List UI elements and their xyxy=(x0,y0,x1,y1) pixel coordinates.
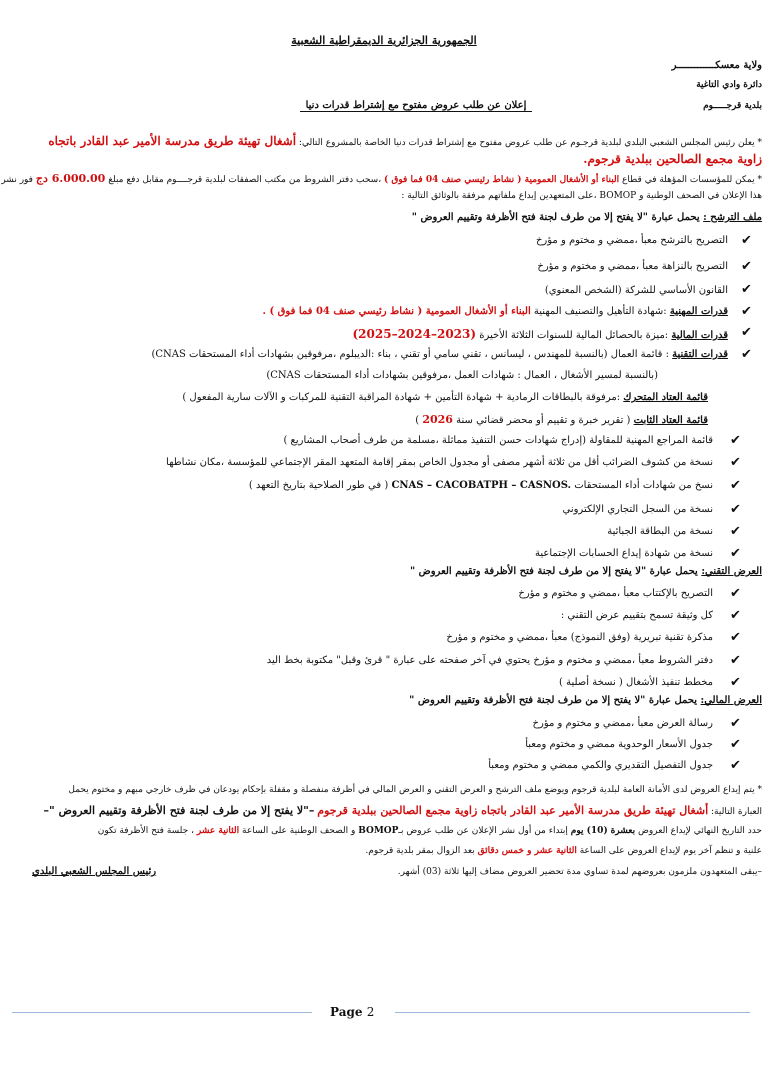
candidature-heading: ملف الترشح : يحمل عبارة "لا يفتح إلا من طرف لجنة فتح الأظرفة وتقييم العروض " xyxy=(411,212,762,223)
list-item: قائمة المراجع المهنية للمقاولة (إدراج شهادات حسن التنفيذ مماثلة ،مسلمة من طرف أصحاب المشاريع ) xyxy=(283,435,713,446)
wilaya-line: ولاية معسكـــــــــــــر xyxy=(671,60,762,71)
check-icon: ✔ xyxy=(730,716,741,731)
check-icon: ✔ xyxy=(730,675,741,690)
financial-capacity: قدرات المالية :ميزة بالحصائل المالية للسنوات الثلاثة الأخيرة (2023–2024–2025) xyxy=(352,327,728,341)
technical-capacity-line-2: (بالنسبة لمسير الأشغال ، العمال : شهادات العمل ،مرفوقين بشهادات أداء المستحقات CNAS) xyxy=(266,370,658,381)
check-icon: ✔ xyxy=(741,325,752,340)
intro-project-name-cont: زاوية مجمع الصالحين ببلدية قرجوم. xyxy=(583,152,762,166)
check-icon: ✔ xyxy=(730,546,741,561)
closing-paragraph-4: علنية و تنظم آخر يوم لإيداع العروض على الساعة الثانية عشر و خمس دقائق بعد الزوال بمقر بلدية قرجوم. xyxy=(365,846,762,856)
check-icon: ✔ xyxy=(730,653,741,668)
list-item: نسخة من البطاقة الجبائية xyxy=(607,526,713,537)
check-icon: ✔ xyxy=(741,347,752,362)
list-item: جدول التفصيل التقديري والكمي ممضي و مختوم ومعبأ xyxy=(488,760,713,771)
commune-line: بلدية قرجـــــوم xyxy=(703,101,762,111)
intro-paragraph-2: * يمكن للمؤسسات المؤهلة في قطاع البناء أو الأشغال العمومية ( نشاط رئيسي صنف 04 فما فوق ) ،سحب دفتر الشروط من مكتب الصفقات لبلدية قرجــــوم مقابل دفع مبلغ 6.000.00 دج فور نشر xyxy=(1,172,762,185)
list-item: جدول الأسعار الوحدوية ممضي و مختوم ومعبأ xyxy=(525,739,713,750)
mobile-equipment: قائمة العتاد المتحرك :مرفوقة بالبطاقات الرمادية + شهادة التأمين + شهادة المراقبة التقنية للمركبات و الآلات سارية المفعول ) xyxy=(182,392,708,403)
check-icon: ✔ xyxy=(741,233,752,248)
closing-paragraph-1: * يتم إيداع العروض لدى الأمانة العامة لبلدية قرجوم ويوضع ملف الترشح و العرض التقني و العرض المالي في أظرفة منفصلة و مقفلة بإحكام يودعان في ظرف خارجي مبهم و مختوم يحمل xyxy=(68,785,762,795)
list-item: دفتر الشروط معبأ ،ممضي و مختوم و مؤرخ يحتوي في آخر صفحته على عبارة " قرئ وقبل" مكتوبة بخط اليد xyxy=(266,655,713,666)
check-icon: ✔ xyxy=(730,586,741,601)
professional-capacity: قدرات المهنية :شهادة التأهيل والتصنيف المهنية البناء أو الأشغال العمومية ( نشاط رئيسي صنف 04 فما فوق ) . xyxy=(262,306,728,317)
footer-line-left xyxy=(12,1012,312,1013)
check-icon: ✔ xyxy=(730,630,741,645)
page-number: Page 2 xyxy=(330,1005,375,1019)
check-icon: ✔ xyxy=(730,524,741,539)
social-certificates: نسخ من شهادات أداء المستحقات CNAS – CACOBATPH – CASNOS. ( في طور الصلاحية بتاريخ التعهد ) xyxy=(248,480,713,491)
president-signature-title: رئيس المجلس الشعبي البلدي xyxy=(32,866,157,877)
closing-paragraph-5: –يبقى المتعهدون ملزمون بعروضهم لمدة تساوي مدة تحضير العروض مضاف إليها ثلاثة (03) أشهر. xyxy=(397,867,762,877)
list-item: مذكرة تقنية تبريرية (وفق النموذج) معبأ ،ممضي و مختوم و مؤرخ xyxy=(446,632,713,643)
technical-offer-heading: العرض التقني: يحمل عبارة "لا يفتح إلا من طرف لجنة فتح الأظرفة وتقييم العروض " xyxy=(409,566,762,577)
intro-paragraph-1: * يعلن رئيس المجلس الشعبي البلدي لبلدية قرجـوم عن طلب عروض مفتوح مع إشتراط قدرات دنيا الخاصة بالمشروع التالي: أشغال تهيئة طريق مدرسة الأمير عبد القادر باتجاه xyxy=(48,134,762,148)
check-icon: ✔ xyxy=(730,478,741,493)
list-item: نسخة من السجل التجاري الإلكتروني xyxy=(562,504,713,515)
check-icon: ✔ xyxy=(730,737,741,752)
financial-offer-heading: العرض المالي: يحمل عبارة "لا يفتح إلا من طرف لجنة فتح الأظرفة وتقييم العروض " xyxy=(409,695,762,706)
list-item: نسخة من كشوف الضرائب أقل من ثلاثة أشهر مصفى أو مجدول الخاص بمقر إقامة المتعهد المقر الإجتماعي للمؤسسة ،مكان نشاطها xyxy=(166,457,713,468)
intro-paragraph-3: هذا الإعلان في الصحف الوطنية و BOMOP ،على المتعهدين إيداع ملفاتهم مرفقة بالوثائق التالية : xyxy=(401,191,762,201)
technical-capacity: قدرات التقنية : قائمة العمال (بالنسبة للمهندس ، ليسانس ، تقني سامي أو تقني ، بناء :الديبلوم ،مرفوقين بشهادات أداء المستحقات CNAS) xyxy=(151,349,728,360)
footer-line-right xyxy=(395,1012,750,1013)
announcement-title: إعلان عن طلب عروض مفتوح مع إشتراط قدرات دنيا xyxy=(300,100,532,112)
check-icon: ✔ xyxy=(741,282,752,297)
list-item: رسالة العرض معبأ ،ممضي و مختوم و مؤرخ xyxy=(532,718,713,729)
list-item: القانون الأساسي للشركة (الشخص المعنوي) xyxy=(544,285,728,296)
check-icon: ✔ xyxy=(730,608,741,623)
check-icon: ✔ xyxy=(730,433,741,448)
check-icon: ✔ xyxy=(730,502,741,517)
list-item: التصريح بالنزاهة معبأ ،ممضي و مختوم و مؤرخ xyxy=(537,261,728,272)
list-item: التصريح بالترشح معبأ ،ممضي و مختوم و مؤرخ xyxy=(535,235,728,246)
daira-line: دائرة وادي التاغية xyxy=(696,80,762,90)
check-icon: ✔ xyxy=(741,304,752,319)
closing-paragraph-3: حدد التاريخ النهائي لإيداع العروض بعشرة (10) يوم إبتداء من أول نشر الإعلان عن طلب عروض بـBOMOP و الصحف الوطنية على الساعة الثانية عشر ، جلسة فتح الأظرفة تكون xyxy=(97,826,762,836)
check-icon: ✔ xyxy=(730,758,741,773)
list-item: مخطط تنفيذ الأشغال ( نسخة أصلية ) xyxy=(559,677,713,688)
check-icon: ✔ xyxy=(741,259,752,274)
list-item: كل وثيقة تسمح بتقييم عرض التقني : xyxy=(560,610,713,621)
check-icon: ✔ xyxy=(730,455,741,470)
list-item: نسخة من شهادة إيداع الحسابات الإجتماعية xyxy=(534,548,713,559)
republic-title: الجمهورية الجزائرية الديمقراطية الشعبية xyxy=(291,34,477,47)
closing-paragraph-2: العبارة التالية: أشغال تهيئة طريق مدرسة الأمير عبد القادر باتجاه زاوية مجمع الصالحين ببلدية قرجوم –"لا يفتح إلا من طرف لجنة فتح الأظرفة وتقييم العروض "– xyxy=(43,804,762,817)
fixed-equipment: قائمة العتاد الثابت ( تقرير خبرة و تقييم أو محضر قضائي سنة 2026 ) xyxy=(415,413,708,426)
list-item: التصريح بالإكتتاب معبأ ،ممضي و مختوم و مؤرخ xyxy=(518,588,713,599)
